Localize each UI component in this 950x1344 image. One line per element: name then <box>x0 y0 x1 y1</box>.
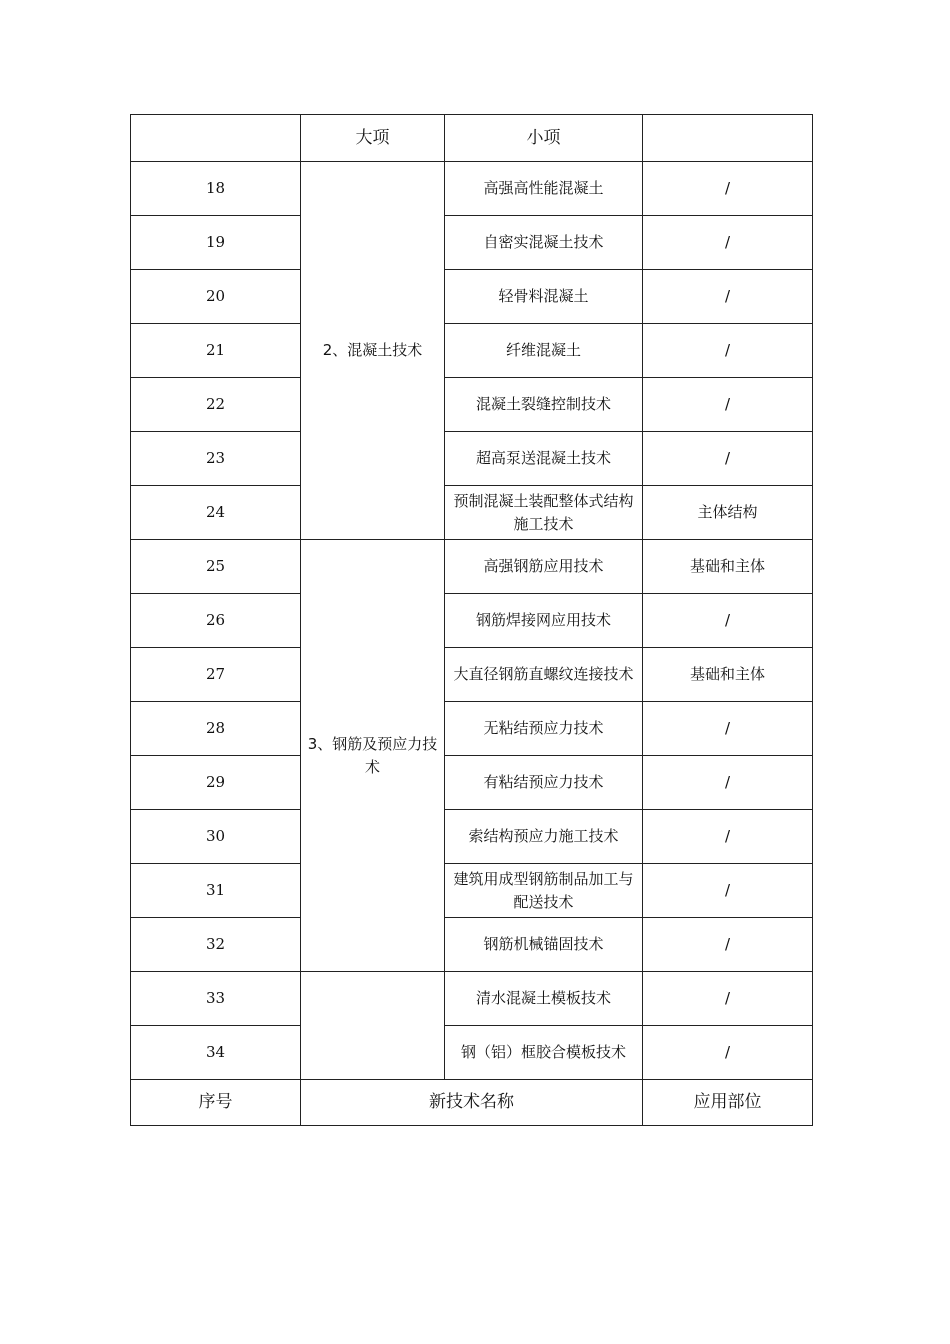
table-row <box>131 162 813 216</box>
row-part: / <box>643 162 813 216</box>
row-part: / <box>643 864 813 918</box>
row-item: 钢筋焊接网应用技术 <box>445 594 643 648</box>
row-item: 有粘结预应力技术 <box>445 756 643 810</box>
table-row <box>131 540 813 594</box>
table-row <box>131 486 813 540</box>
row-item: 轻骨料混凝土 <box>445 270 643 324</box>
footer-cell-name: 新技术名称 <box>301 1080 643 1126</box>
group-concrete: 2、混凝土技术 <box>301 162 445 540</box>
row-number: 27 <box>131 648 301 702</box>
row-item: 高强钢筋应用技术 <box>445 540 643 594</box>
row-part: / <box>643 810 813 864</box>
table-footer-row <box>131 1080 813 1126</box>
row-item: 清水混凝土模板技术 <box>445 972 643 1026</box>
row-number: 24 <box>131 486 301 540</box>
table-row <box>131 216 813 270</box>
table-row <box>131 702 813 756</box>
footer-cell-number: 序号 <box>131 1080 301 1126</box>
row-number: 23 <box>131 432 301 486</box>
row-number: 22 <box>131 378 301 432</box>
row-item: 预制混凝土装配整体式结构施工技术 <box>445 486 643 540</box>
row-part: / <box>643 918 813 972</box>
header-cell-blank-right <box>643 115 813 162</box>
row-item: 大直径钢筋直螺纹连接技术 <box>445 648 643 702</box>
table-row <box>131 756 813 810</box>
row-number: 18 <box>131 162 301 216</box>
row-item: 索结构预应力施工技术 <box>445 810 643 864</box>
row-item: 无粘结预应力技术 <box>445 702 643 756</box>
row-part: / <box>643 702 813 756</box>
table-header-row <box>131 115 813 162</box>
header-cell-blank-left <box>131 115 301 162</box>
table-row <box>131 972 813 1026</box>
table-row <box>131 918 813 972</box>
table-row <box>131 594 813 648</box>
row-item: 混凝土裂缝控制技术 <box>445 378 643 432</box>
row-number: 29 <box>131 756 301 810</box>
row-number: 32 <box>131 918 301 972</box>
row-part: / <box>643 594 813 648</box>
row-number: 21 <box>131 324 301 378</box>
table-row <box>131 864 813 918</box>
row-part: / <box>643 270 813 324</box>
row-number: 26 <box>131 594 301 648</box>
row-part: / <box>643 324 813 378</box>
row-part: / <box>643 972 813 1026</box>
table-row <box>131 810 813 864</box>
table-row <box>131 1026 813 1080</box>
row-number: 30 <box>131 810 301 864</box>
group-rebar: 3、钢筋及预应力技术 <box>301 540 445 972</box>
header-cell-major: 大项 <box>301 115 445 162</box>
header-cell-minor: 小项 <box>445 115 643 162</box>
row-item: 钢筋机械锚固技术 <box>445 918 643 972</box>
row-part: / <box>643 1026 813 1080</box>
row-item: 自密实混凝土技术 <box>445 216 643 270</box>
row-part: / <box>643 216 813 270</box>
row-item: 高强高性能混凝土 <box>445 162 643 216</box>
row-part: / <box>643 432 813 486</box>
table-row <box>131 270 813 324</box>
table-row <box>131 324 813 378</box>
table-row <box>131 378 813 432</box>
row-number: 28 <box>131 702 301 756</box>
table-row <box>131 432 813 486</box>
row-number: 31 <box>131 864 301 918</box>
table-row <box>131 648 813 702</box>
row-number: 34 <box>131 1026 301 1080</box>
row-part: 主体结构 <box>643 486 813 540</box>
row-item: 钢（铝）框胶合模板技术 <box>445 1026 643 1080</box>
row-number: 33 <box>131 972 301 1026</box>
row-item: 纤维混凝土 <box>445 324 643 378</box>
group-formwork <box>301 972 445 1080</box>
row-part: / <box>643 756 813 810</box>
row-part: 基础和主体 <box>643 648 813 702</box>
row-number: 20 <box>131 270 301 324</box>
row-item: 建筑用成型钢筋制品加工与配送技术 <box>445 864 643 918</box>
row-number: 25 <box>131 540 301 594</box>
row-number: 19 <box>131 216 301 270</box>
row-part: / <box>643 378 813 432</box>
row-part: 基础和主体 <box>643 540 813 594</box>
technology-table <box>130 114 813 1126</box>
footer-cell-part: 应用部位 <box>643 1080 813 1126</box>
row-item: 超高泵送混凝土技术 <box>445 432 643 486</box>
